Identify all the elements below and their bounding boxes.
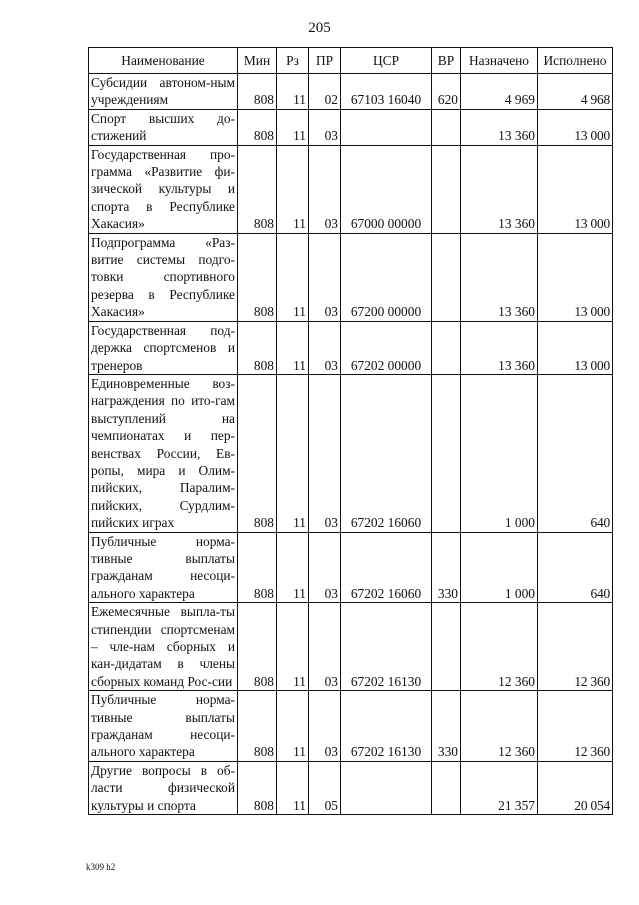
- row-csr: 67103 16040: [341, 74, 432, 110]
- row-csr: 67202 00000: [341, 321, 432, 374]
- row-executed: 13 000: [538, 233, 613, 321]
- header-min: Мин: [238, 48, 277, 74]
- row-pr: 03: [309, 603, 341, 691]
- header-csr: ЦСР: [341, 48, 432, 74]
- row-min: 808: [238, 691, 277, 762]
- row-vr: [432, 109, 461, 145]
- row-csr: [341, 109, 432, 145]
- row-pr: 03: [309, 374, 341, 532]
- header-rz: Рз: [277, 48, 309, 74]
- row-pr: 03: [309, 233, 341, 321]
- header-vr: ВР: [432, 48, 461, 74]
- header-name: Наименование: [89, 48, 238, 74]
- row-executed: 12 360: [538, 603, 613, 691]
- row-assigned: 1 000: [461, 532, 538, 603]
- row-assigned: 12 360: [461, 691, 538, 762]
- row-rz: 11: [277, 233, 309, 321]
- row-assigned: 13 360: [461, 109, 538, 145]
- row-csr: 67202 16130: [341, 691, 432, 762]
- row-min: 808: [238, 109, 277, 145]
- table-row: [89, 321, 613, 374]
- row-executed: 13 000: [538, 145, 613, 233]
- table-row: [89, 532, 613, 603]
- table-header-row: [89, 48, 613, 74]
- row-min: 808: [238, 145, 277, 233]
- table-row: [89, 74, 613, 110]
- row-executed: 4 968: [538, 74, 613, 110]
- row-min: 808: [238, 532, 277, 603]
- row-csr: 67202 16060: [341, 532, 432, 603]
- row-name: Спорт высших до-стижений: [89, 109, 238, 145]
- row-csr: 67202 16060: [341, 374, 432, 532]
- row-min: 808: [238, 233, 277, 321]
- header-executed: Исполнено: [538, 48, 613, 74]
- row-rz: 11: [277, 109, 309, 145]
- row-rz: 11: [277, 74, 309, 110]
- row-name: Ежемесячные выпла-ты стипендии спортсменам – чле-нам сборных и кан-дидатам в члены сборных команд Рос-сии: [89, 603, 238, 691]
- table-row: [89, 374, 613, 532]
- row-pr: 03: [309, 321, 341, 374]
- row-assigned: 13 360: [461, 145, 538, 233]
- row-executed: 12 360: [538, 691, 613, 762]
- row-pr: 03: [309, 532, 341, 603]
- row-vr: [432, 145, 461, 233]
- row-min: 808: [238, 603, 277, 691]
- row-vr: 330: [432, 691, 461, 762]
- row-pr: 03: [309, 145, 341, 233]
- row-vr: 620: [432, 74, 461, 110]
- row-vr: [432, 233, 461, 321]
- row-rz: 11: [277, 321, 309, 374]
- table-row: [89, 691, 613, 762]
- row-executed: 640: [538, 374, 613, 532]
- row-name: Публичные норма-тивные выплаты гражданам несоци-ального характера: [89, 532, 238, 603]
- row-vr: 330: [432, 532, 461, 603]
- row-assigned: 13 360: [461, 233, 538, 321]
- row-rz: 11: [277, 691, 309, 762]
- row-vr: [432, 321, 461, 374]
- page-number: 205: [308, 20, 331, 36]
- row-min: 808: [238, 321, 277, 374]
- row-executed: 640: [538, 532, 613, 603]
- row-csr: 67000 00000: [341, 145, 432, 233]
- row-csr: 67202 16130: [341, 603, 432, 691]
- row-assigned: 4 969: [461, 74, 538, 110]
- row-rz: 11: [277, 603, 309, 691]
- row-name: Единовременные воз-награждения по ито-гам выступлений на чемпионатах и пер-венствах России, Ев-ропы, мира и Олим-пийских, Паралим-пийских, Сурдлим-пийских играх: [89, 374, 238, 532]
- row-name: Государственная под-держка спортсменов и тренеров: [89, 321, 238, 374]
- row-vr: [432, 761, 461, 814]
- table-row: [89, 603, 613, 691]
- row-assigned: 21 357: [461, 761, 538, 814]
- header-pr: ПР: [309, 48, 341, 74]
- row-rz: 11: [277, 145, 309, 233]
- row-vr: [432, 374, 461, 532]
- row-assigned: 1 000: [461, 374, 538, 532]
- table-row: [89, 109, 613, 145]
- row-rz: 11: [277, 374, 309, 532]
- row-rz: 11: [277, 532, 309, 603]
- row-assigned: 12 360: [461, 603, 538, 691]
- row-executed: 13 000: [538, 321, 613, 374]
- row-name: Другие вопросы в об-ласти физической культуры и спорта: [89, 761, 238, 814]
- row-csr: 67200 00000: [341, 233, 432, 321]
- row-name: Субсидии автоном-ным учреждениям: [89, 74, 238, 110]
- table-row: [89, 145, 613, 233]
- row-csr: [341, 761, 432, 814]
- row-name: Государственная про-грамма «Развитие фи-зической культуры и спорта в Республике Хакасия»: [89, 145, 238, 233]
- row-pr: 03: [309, 691, 341, 762]
- row-min: 808: [238, 761, 277, 814]
- row-min: 808: [238, 74, 277, 110]
- footer-code: k309 h2: [86, 862, 116, 872]
- row-pr: 03: [309, 109, 341, 145]
- row-min: 808: [238, 374, 277, 532]
- row-vr: [432, 603, 461, 691]
- row-pr: 02: [309, 74, 341, 110]
- row-pr: 05: [309, 761, 341, 814]
- row-name: Подпрограмма «Раз-витие системы подго-товки спортивного резерва в Республике Хакасия»: [89, 233, 238, 321]
- table-row: [89, 761, 613, 814]
- row-rz: 11: [277, 761, 309, 814]
- row-name: Публичные норма-тивные выплаты гражданам несоци-ального характера: [89, 691, 238, 762]
- row-executed: 20 054: [538, 761, 613, 814]
- budget-table: [88, 47, 613, 815]
- header-assigned: Назначено: [461, 48, 538, 74]
- table-row: [89, 233, 613, 321]
- row-assigned: 13 360: [461, 321, 538, 374]
- row-executed: 13 000: [538, 109, 613, 145]
